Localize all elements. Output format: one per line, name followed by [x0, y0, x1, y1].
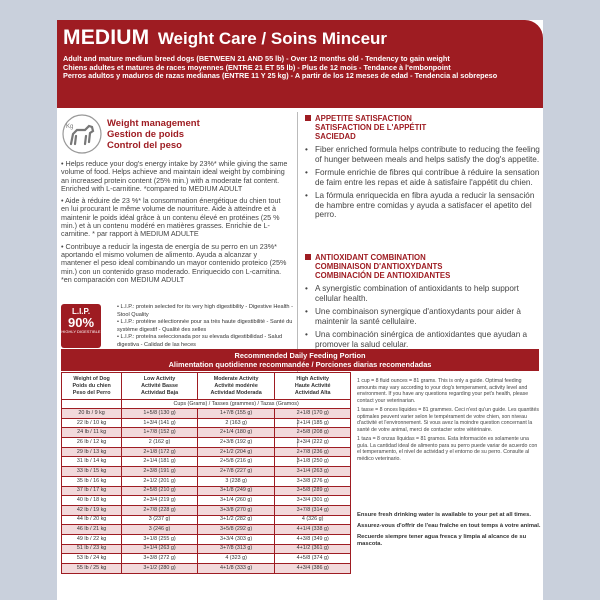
high-activity-cell: 3+7/8 (314 g): [275, 505, 351, 515]
high-activity-cell: 3+5/8 (289 g): [275, 486, 351, 496]
lip-badge-icon: [61, 304, 101, 348]
col-high-header: High Activity Haute Activité Actividad Alta: [275, 373, 351, 400]
moderate-activity-cell: 3 (238 g): [197, 476, 275, 486]
table-row: [62, 447, 351, 457]
high-activity-cell: 4 (326 g): [275, 515, 351, 525]
kg-label: Kg: [66, 124, 74, 130]
low-activity-cell: 2+3/4 (219 g): [122, 496, 198, 506]
low-activity-cell: 1+5/8 (130 g): [122, 409, 198, 419]
antioxidant-bullet-fr: • Une combinaison synergique d'antioxydants pour aider à maintenir la santé cellulaire.: [305, 307, 521, 326]
weight-cell: 29 lb / 13 kg: [62, 447, 122, 457]
weight-cell: 31 lb / 14 kg: [62, 457, 122, 467]
appetite-bullet-en: • Fiber enriched formula helps contribute to reducing the feeling of hunger between meals and helps satisfy the dog's appetite.: [305, 145, 540, 164]
high-activity-cell: 2+1/8 (170 g): [275, 409, 351, 419]
antioxidant-text-fr: Une combinaison synergique d'antioxydants pour aider à maintenir la santé cellulaire.: [315, 307, 521, 326]
moderate-activity-cell: 2+1/2 (204 g): [197, 447, 275, 457]
antioxidant-section: [303, 253, 543, 349]
appetite-text-es: La fórmula enriquecida en fibra ayuda a reducir la sensación de hambre entre comidas y ayuda a satisfacer el apetito del perro.: [315, 191, 535, 219]
weight-cell: 46 lb / 21 kg: [62, 525, 122, 535]
high-activity-cell: 3+3/8 (276 g): [275, 476, 351, 486]
moderate-activity-cell: 3+7/8 (313 g): [197, 544, 275, 554]
low-activity-cell: 2+1/8 (172 g): [122, 447, 198, 457]
high-activity-cell: 3+1/8 (250 g): [275, 457, 351, 467]
moderate-activity-cell: 2 (163 g): [197, 418, 275, 428]
moderate-activity-cell: 2+1/4 (180 g): [197, 428, 275, 438]
table-row: [62, 476, 351, 486]
weight-cell: 51 lb / 23 kg: [62, 544, 122, 554]
weight-paragraphs: [61, 160, 289, 288]
weight-cell: 55 lb / 25 kg: [62, 564, 122, 574]
product-subtitle: Weight Care / Soins Minceur: [157, 29, 388, 48]
feeding-notes: [357, 378, 541, 465]
weight-cell: 20 lb / 9 kg: [62, 409, 122, 419]
table-row: [62, 409, 351, 419]
col-low-header: Low Activity Activité Basse Actividad Baja: [122, 373, 198, 400]
moderate-activity-cell: 3+1/4 (260 g): [197, 496, 275, 506]
weight-cell: 26 lb / 12 kg: [62, 438, 122, 448]
high-activity-cell: 3+3/4 (301 g): [275, 496, 351, 506]
weight-cell: 40 lb / 18 kg: [62, 496, 122, 506]
weight-text-es: • Contribuye a reducir la ingesta de energía de su perro en un 23%* aportando el mismo volumen de alimento. Ayuda a alcanzar y mantener el peso ideal combinando un mayor contenido proteico (25% min.) con un contenido graso moderado. Enriquecido con L-carnitina. *en comparación con MEDIUM ADULT: [61, 241, 287, 284]
appetite-text-fr: Formule enrichie de fibres qui contribue à réduire la sensation de faim entre les repas et aide à satisfaire l'appétit du chien.: [315, 168, 540, 187]
moderate-activity-cell: 3+3/4 (303 g): [197, 534, 275, 544]
table-row: [62, 418, 351, 428]
table-row: [62, 457, 351, 467]
table-row: [62, 515, 351, 525]
appetite-bullet-fr: • Formule enrichie de fibres qui contribue à réduire la sensation de faim entre les repas et aide à satisfaire l'appétit du chien.: [305, 168, 540, 187]
feeding-title-bar: [61, 349, 539, 371]
feeding-title-en: Recommended Daily Feeding Portion: [234, 351, 366, 360]
antioxidant-bullet-en: • A synergistic combination of antioxidants to help support cellular health.: [305, 284, 519, 303]
feeding-title-fr-es: Alimentation quotidienne recommandée / Porciones diarias recomendadas: [168, 360, 432, 369]
low-activity-cell: 1+3/4 (141 g): [122, 418, 198, 428]
moderate-activity-cell: 4+1/8 (333 g): [197, 564, 275, 574]
antioxidant-heading-fr: COMBINAISON D'ANTIOXYDANTS: [315, 262, 443, 271]
appetite-heading-es: SACIEDAD: [315, 132, 356, 141]
antioxidant-text-en: A synergistic combination of antioxidants to help support cellular health.: [315, 284, 519, 303]
high-activity-cell: 4+1/4 (338 g): [275, 525, 351, 535]
low-activity-cell: 2+7/8 (228 g): [122, 505, 198, 515]
weight-cell: 33 lb / 15 kg: [62, 467, 122, 477]
water-fr: Assurez-vous d'offrir de l'eau fraîche en tout temps à votre animal.: [357, 523, 541, 529]
low-activity-cell: 2+3/8 (191 g): [122, 467, 198, 477]
low-activity-cell: 3 (237 g): [122, 515, 198, 525]
feeding-table: [61, 372, 351, 574]
weight-management-title: [107, 118, 200, 151]
antioxidant-heading-en: ANTIOXIDANT COMBINATION: [315, 253, 426, 262]
antioxidant-heading: [303, 253, 543, 280]
low-activity-cell: 1+7/8 (152 g): [122, 428, 198, 438]
header-line-en: Adult and mature medium breed dogs (BETWEEN 21 AND 55 lb) - Over 12 months old - Tendency to gain weight: [63, 55, 450, 63]
table-row: [62, 525, 351, 535]
low-activity-cell: 3+3/8 (272 g): [122, 554, 198, 564]
weight-cell: 22 lb / 10 kg: [62, 418, 122, 428]
appetite-bullet-es: • La fórmula enriquecida en fibra ayuda a reducir la sensación de hambre entre comidas y ayuda a satisfacer el apetito del perro.: [305, 191, 535, 219]
antioxidant-heading-es: COMBINACIÓN DE ANTIOXIDANTES: [315, 271, 451, 280]
high-activity-cell: 4+3/8 (349 g): [275, 534, 351, 544]
moderate-activity-cell: 3+1/8 (249 g): [197, 486, 275, 496]
moderate-activity-cell: 4 (323 g): [197, 554, 275, 564]
lip-badge-caption: HIGHLY DIGESTIBLE: [61, 329, 101, 334]
lip-text-fr: • L.I.P.: protéine sélectionnée pour sa très haute digestibilité - Santé du système digestif - Qualité des selles: [117, 319, 293, 333]
lip-text-en: • L.I.P.: protein selected for its very high digestibility - Digestive Health - Stool Quality: [117, 304, 293, 318]
high-activity-cell: 4+5/8 (374 g): [275, 554, 351, 564]
weight-cell: 35 lb / 16 kg: [62, 476, 122, 486]
col-weight-header: Weight of Dog Poids du chien Peso del Perro: [62, 373, 122, 400]
table-row: [62, 486, 351, 496]
high-activity-cell: 2+5/8 (208 g): [275, 428, 351, 438]
note-fr: 1 tasse = 8 onces liquides = 81 grammes. Ceci n'est qu'un guide. Les quantités optimales peuvent varier selon le tempérament de votre chien, son niveau d'activité et l'environnement. Si vous avez la moindre question concernant la santé de votre animal, merci de contacter votre vétérinaire.: [357, 407, 539, 433]
low-activity-cell: 3+1/4 (263 g): [122, 544, 198, 554]
medium-title: MEDIUM: [63, 26, 150, 49]
low-activity-cell: 2+1/2 (201 g): [122, 476, 198, 486]
table-row: [62, 467, 351, 477]
moderate-activity-cell: 3+5/8 (292 g): [197, 525, 275, 535]
weight-cell: 53 lb / 24 kg: [62, 554, 122, 564]
table-row: [62, 505, 351, 515]
title-en: Weight management: [107, 118, 200, 129]
appetite-heading-fr: SATISFACTION DE L'APPÉTIT: [315, 123, 427, 132]
moderate-activity-cell: 2+3/8 (192 g): [197, 438, 275, 448]
high-activity-cell: 4+1/2 (361 g): [275, 544, 351, 554]
note-en: 1 cup = 8 fluid ounces = 81 grams. This is only a guide. Optimal feeding amounts may vary according to your dog's temperament, activity level and environment. If you have any questions regarding your pet's health, please contact your veterinarian.: [357, 378, 529, 404]
high-activity-cell: 2+1/4 (185 g): [275, 418, 351, 428]
appetite-heading: [303, 114, 543, 141]
antioxidant-text-es: Una combinación sinérgica de antioxidantes que ayudan a promover la salud celular.: [315, 330, 528, 349]
appetite-heading-en: APPETITE SATISFACTION: [315, 114, 412, 123]
weight-cell: 42 lb / 19 kg: [62, 505, 122, 515]
water-en: Ensure fresh drinking water is available to your pet at all times.: [357, 512, 531, 518]
header-title: [63, 26, 387, 50]
antioxidant-bullet-es: • Una combinación sinérgica de antioxidantes que ayudan a promover la salud celular.: [305, 330, 528, 349]
units-label: Cups (Grams) / Tasses (grammes) / Tazas (Gramos): [122, 400, 351, 409]
low-activity-cell: 3+1/8 (255 g): [122, 534, 198, 544]
col-moderate-header: Moderate Activity Activité modérée Actividad Moderada: [197, 373, 275, 400]
appetite-text-en: Fiber enriched formula helps contribute to reducing the feeling of hunger between meals and helps satisfy the dog's appetite.: [315, 145, 540, 164]
high-activity-cell: 2+3/4 (222 g): [275, 438, 351, 448]
high-activity-cell: 2+7/8 (236 g): [275, 447, 351, 457]
table-row: [62, 564, 351, 574]
lip-badge-label: L.I.P.: [71, 307, 91, 316]
moderate-activity-cell: 1+7/8 (155 g): [197, 409, 275, 419]
header-banner: [57, 20, 543, 108]
note-es: 1 taza = 8 onzas líquidas = 81 gramos. Esta información es solamente una guía. La cantidad ideal de alimento para su perro puede variar de acuerdo con el temperamento, el nivel de actividad y el entorno de su perro. Consulte al médico veterinario.: [357, 436, 538, 462]
table-row: [62, 438, 351, 448]
low-activity-cell: 2+5/8 (210 g): [122, 486, 198, 496]
feeding-units-row: [62, 400, 351, 409]
weight-cell: 49 lb / 22 kg: [62, 534, 122, 544]
table-row: [62, 496, 351, 506]
product-info-panel: [57, 20, 543, 600]
table-row: [62, 428, 351, 438]
table-row: [62, 544, 351, 554]
header-line-es: Perros adultos y maduros de razas medianas (ENTRE 11 Y 25 kg) - A partir de los 12 meses de edad - Tendencia al sobrepeso: [63, 72, 498, 81]
low-activity-cell: 3 (246 g): [122, 525, 198, 535]
title-fr: Gestion de poids: [107, 129, 185, 140]
water-es: Recuerde siempre tener agua fresca y limpia al alcance de su mascota.: [357, 534, 527, 547]
header-line-fr: Chiens adultes et matures de races moyennes (ENTRE 21 ET 55 lb) - Plus de 12 mois - Tendance à l'embonpoint: [63, 63, 451, 72]
moderate-activity-cell: 3+3/8 (270 g): [197, 505, 275, 515]
lip-text-es: • L.I.P.: proteína seleccionada por su elevada digestibilidad - Salud digestiva - Calidad de las heces: [117, 334, 283, 348]
weight-text-en: • Helps reduce your dog's energy intake by 23%* while giving the same volume of food. Helps achieve and maintain ideal weight by combining an increased protein content (25% min.) with a moderate fat content. Enriched with L-carnitine. *compared to MEDIUM ADULT: [61, 159, 288, 193]
water-notice: [357, 512, 541, 552]
moderate-activity-cell: 2+7/8 (227 g): [197, 467, 275, 477]
high-activity-cell: 3+1/4 (263 g): [275, 467, 351, 477]
low-activity-cell: 3+1/2 (280 g): [122, 564, 198, 574]
weight-text-fr: • Aide à réduire de 23 %* la consommation énergétique du chien tout en lui procurant le même volume de nourriture. Aide à atteindre et à maintenir le poids idéal grâce à un contenu élevé en protéines (25 % min.) et à un contenu modéré en matières grasses. Enrichie de L-carnitine. * par rapport à MEDIUM ADULTE: [61, 196, 281, 239]
table-row: [62, 554, 351, 564]
high-activity-cell: 4+3/4 (386 g): [275, 564, 351, 574]
moderate-activity-cell: 3+1/2 (282 g): [197, 515, 275, 525]
low-activity-cell: 2+1/4 (181 g): [122, 457, 198, 467]
header-description: [63, 55, 541, 81]
moderate-activity-cell: 2+5/8 (216 g): [197, 457, 275, 467]
feeding-table-header: [62, 373, 351, 400]
weight-cell: 44 lb / 20 kg: [62, 515, 122, 525]
units-blank: [62, 400, 122, 409]
low-activity-cell: 2 (162 g): [122, 438, 198, 448]
lip-badge-percent: 90%: [67, 315, 95, 330]
weight-cell: 24 lb / 11 kg: [62, 428, 122, 438]
dog-scale-icon: [61, 112, 103, 156]
table-row: [62, 534, 351, 544]
appetite-section: [303, 114, 543, 220]
weight-cell: 37 lb / 17 kg: [62, 486, 122, 496]
feeding-table-body: [62, 409, 351, 574]
title-es: Control del peso: [107, 140, 182, 151]
lip-description: [117, 304, 293, 350]
